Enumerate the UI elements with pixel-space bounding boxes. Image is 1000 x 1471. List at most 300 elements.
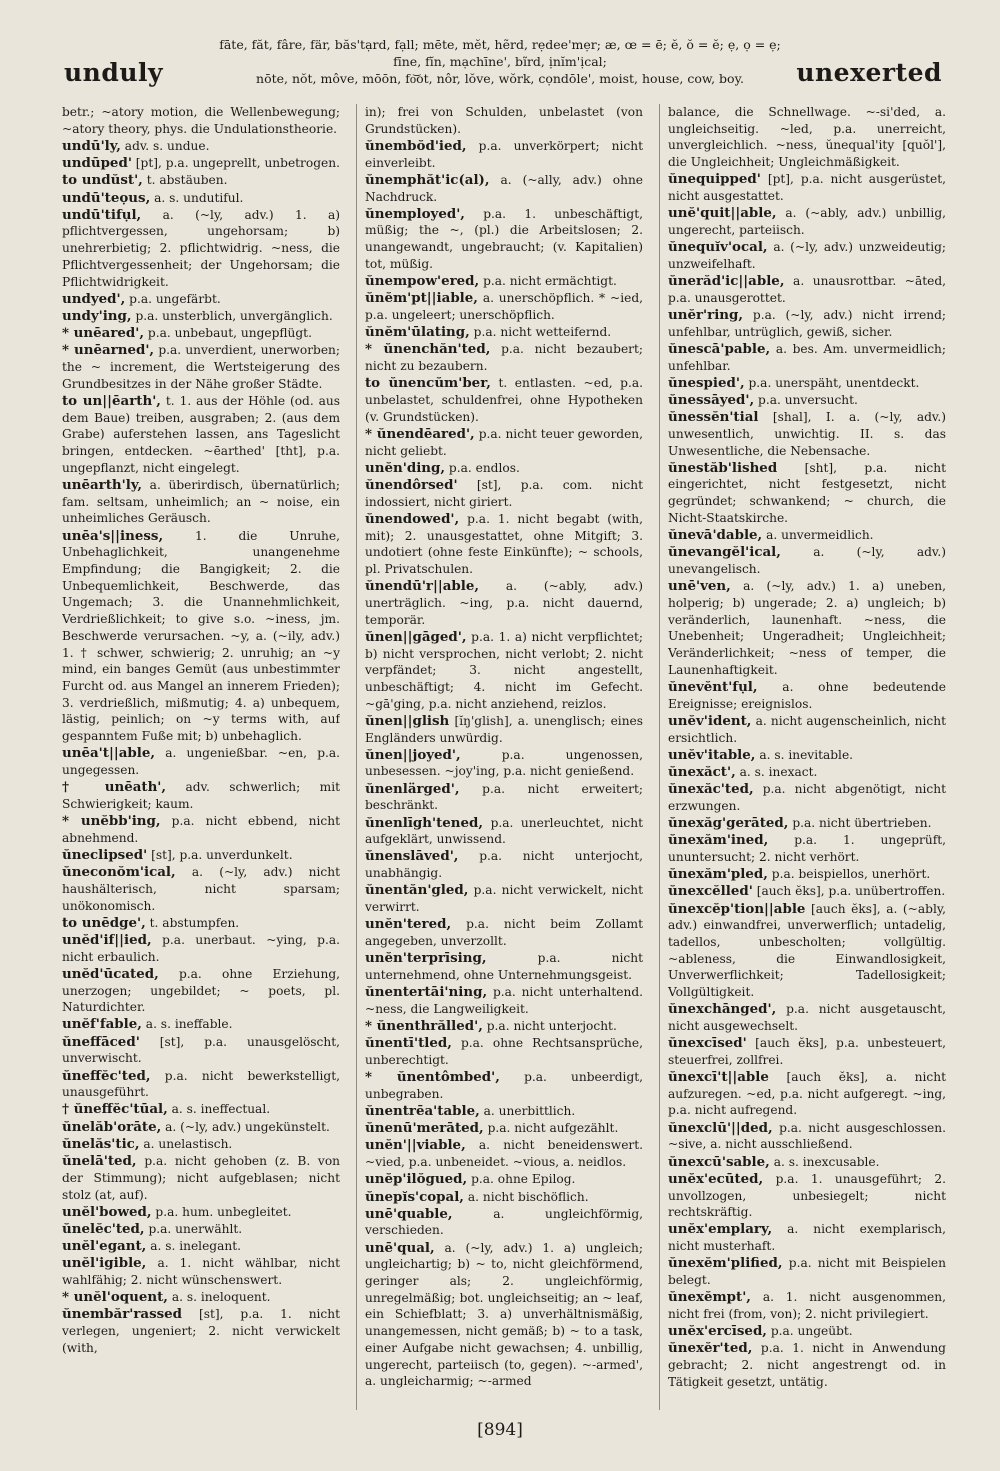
entry-headword: to undŭst', — [62, 172, 143, 189]
entry-definition: [st], p.a. unverdunkelt. — [151, 847, 293, 862]
entry-headword: ŭneconŏm'ical, — [62, 864, 176, 881]
entry-headword: ŭnexĕmpt', — [668, 1289, 751, 1306]
entry-headword: * unēarned', — [62, 342, 155, 359]
page-number: [894] — [477, 1420, 523, 1440]
entry-headword: † unēath', — [62, 779, 167, 796]
dictionary-entry — [668, 747, 946, 764]
dictionary-entry — [365, 172, 643, 205]
entry-definition: a. s. inexact. — [739, 764, 818, 779]
dictionary-entry — [62, 1153, 340, 1203]
entry-headword: unĕn'ding, — [365, 459, 446, 476]
entry-headword: ŭnexĕm'plified, — [668, 1255, 783, 1272]
dictionary-entry — [365, 1103, 643, 1120]
entry-definition: t. entlasten. ~ed, p.a. unbelastet, schuldenfrei, ohne Hypotheken (v. Grundstücken). — [365, 376, 643, 424]
entry-headword: ŭnempow'ered, — [365, 273, 480, 290]
guide-word-right: unexerted — [796, 58, 942, 87]
entry-definition: p.a. (~ly, adv.) nicht irrend; unfehlbar, untrüglich, gewiß, sicher. — [668, 307, 946, 339]
entry-definition: [auch ĕks], a. (~ably, adv.) einwandfrei, unverwerflich; untadelig, tadellos, unbescholten; vollgültig. ~ableness, die Einwandlosigkeit, Unverwerflichkeit; Tadellosigkeit; Vollgültigkeit. — [668, 901, 946, 1000]
pronunciation-key — [210, 36, 790, 87]
entry-definition: p.a. nicht beim Zollamt angegeben, unverzollt. — [365, 917, 643, 948]
entry-headword: unĕv'ident, — [668, 712, 752, 729]
entry-definition: a. bes. Am. unvermeidlich; unfehlbar. — [668, 341, 946, 373]
dictionary-entry — [365, 848, 643, 881]
dictionary-entry — [62, 1255, 340, 1288]
entry-headword: ŭnexchānged', — [668, 1001, 777, 1018]
entry-definition: a. überirdisch, übernatürlich; fam. seltsam, unheimlich; an ~ noise, ein unheimliches Geräusch. — [62, 477, 340, 526]
entry-headword: * unĕbb'ing, — [62, 813, 161, 830]
dictionary-entry — [62, 1101, 340, 1118]
entry-definition: p.a. hum. unbegleitet. — [155, 1204, 292, 1219]
entry-headword: * unĕl'oquent, — [62, 1289, 168, 1306]
entry-headword: unēarth'ly, — [62, 476, 142, 493]
entry-headword: unĕn'tered, — [365, 916, 452, 933]
dictionary-entry — [365, 882, 643, 915]
dictionary-entry — [365, 290, 643, 323]
entry-definition: p.a. unerleuchtet, nicht aufgeklärt, unwissend. — [365, 815, 643, 847]
dictionary-entry — [62, 1221, 340, 1238]
entry-definition: t. abstäuben. — [146, 173, 228, 188]
entry-headword: ŭnentertāi'ning, — [365, 984, 488, 1001]
entry-headword: unĕx'ecūted, — [668, 1170, 764, 1187]
entry-definition: p.a. nicht unterhaltend. ~ness, die Langweiligkeit. — [365, 985, 643, 1016]
entry-headword: ŭnexăct', — [668, 763, 736, 780]
entry-headword: ŭnestăb'lished — [668, 459, 778, 476]
dictionary-entry — [365, 578, 643, 628]
dictionary-entry — [365, 1120, 643, 1137]
entry-headword: unĕ'quit||able, — [668, 205, 777, 222]
entry-definition: p.a. nicht übertrieben. — [792, 816, 932, 831]
dictionary-entry — [62, 207, 340, 291]
dictionary-entry — [365, 138, 643, 171]
dictionary-entry — [365, 916, 643, 949]
dictionary-entry — [668, 1221, 946, 1254]
entry-definition: p.a. unverkörpert; nicht einverleibt. — [365, 138, 643, 170]
dictionary-entry — [668, 578, 946, 678]
dictionary-entry — [668, 679, 946, 712]
entry-headword: ŭnexcī't||able — [668, 1069, 769, 1086]
dictionary-entry — [668, 341, 946, 374]
entry-definition: [auch ĕks], a. nicht aufzuregen. ~ed, p.a. nicht aufgeregt. ~ing, p.a. nicht aufregend. — [668, 1070, 946, 1118]
entry-definition: a. (~ly, adv.) nicht haushälterisch, nicht sparsam; unökonomisch. — [62, 865, 340, 913]
entry-headword: ŭnelăb'orāte, — [62, 1118, 162, 1135]
entry-definition: p.a. nicht bezaubert; nicht zu bezaubern. — [365, 342, 643, 374]
entry-definition: p.a. nicht abgenötigt, nicht erzwungen. — [668, 782, 946, 813]
entry-headword: ŭnendū'r||able, — [365, 578, 480, 595]
entry-headword: ŭnexcĕp'tion||able — [668, 900, 806, 917]
dictionary-entry — [62, 477, 340, 527]
dictionary-entry — [62, 1136, 340, 1153]
entry-definition: p.a. nicht ausgetauscht, nicht ausgewechselt. — [668, 1002, 946, 1033]
entry-headword: unē'ven, — [668, 578, 731, 595]
entry-headword: ŭnerăd'ic||able, — [668, 273, 785, 290]
entry-headword: to ŭnencŭm'ber, — [365, 375, 491, 392]
entry-headword: ŭnexăm'ined, — [668, 832, 769, 849]
dictionary-entry — [62, 1204, 340, 1221]
entry-definition: a. (~ably, adv.) unerträglich. ~ing, p.a. nicht dauernd, temporär. — [365, 579, 643, 627]
entry-definition: a. s. inexcusable. — [773, 1154, 880, 1169]
dictionary-entry — [668, 883, 946, 900]
entry-definition: p.a. 1. nicht in Anwendung gebracht; 2. nicht angestrengt od. in Tätigkeit gesetzt, untätig. — [668, 1341, 946, 1389]
entry-headword: to unēdge', — [62, 914, 146, 931]
entry-headword: ŭnenslāved', — [365, 848, 459, 865]
dictionary-entry — [668, 171, 946, 204]
dictionary-entry — [365, 1018, 643, 1035]
dictionary-entry — [668, 104, 946, 171]
dictionary-entry — [668, 815, 946, 832]
entry-headword: ŭnevā'dable, — [668, 527, 763, 544]
dictionary-entry — [62, 813, 340, 846]
entry-headword: ŭnemphăt'ic(al), — [365, 171, 490, 188]
dictionary-entry — [668, 392, 946, 409]
entry-definition: p.a. nicht teuer geworden, nicht geliebt. — [365, 426, 643, 458]
column-middle — [356, 104, 643, 1410]
dictionary-entry — [62, 864, 340, 914]
entry-headword: unĕr'ring, — [668, 306, 744, 323]
entry-definition: p.a. nicht ermächtigt. — [483, 274, 617, 289]
entry-definition: [ĭŋ'glish], a. unenglisch; eines Engländers unwürdig. — [365, 713, 643, 745]
entry-definition: p.a. nicht gehoben (z. B. von der Stimmung); nicht aufgeblasen; nicht stolz (at, auf). — [62, 1154, 340, 1202]
entry-headword: ŭnexĕr'ted, — [668, 1340, 753, 1357]
entry-definition: a. nicht augenscheinlich, nicht ersichtlich. — [668, 713, 946, 745]
entry-headword: ŭnentī'tled, — [365, 1035, 452, 1052]
dictionary-entry — [62, 779, 340, 812]
entry-definition: p.a. nicht wetteifernd. — [473, 325, 612, 340]
dictionary-entry — [668, 205, 946, 238]
entry-headword: ŭnevangĕl'ical, — [668, 544, 781, 561]
dictionary-entry — [365, 511, 643, 578]
dictionary-entry — [668, 866, 946, 883]
entry-headword: ŭnentăn'gled, — [365, 882, 469, 899]
entry-definition: a. s. undutiful. — [154, 190, 244, 205]
entry-headword: unē'quable, — [365, 1205, 453, 1222]
entry-definition: a. 1. nicht ausgenommen, nicht frei (from, von); 2. nicht privilegiert. — [668, 1290, 946, 1321]
dictionary-entry — [62, 138, 340, 155]
entry-definition: a. (~ally, adv.) ohne Nachdruck. — [365, 172, 643, 204]
dictionary-entry — [365, 815, 643, 848]
entry-definition: p.a. ohne Erziehung, unerzogen; ungebildet; ~ poets, pl. Naturdichter. — [62, 966, 340, 1015]
entry-definition: p.a. nicht aufgezählt. — [487, 1121, 619, 1136]
entry-definition: t. abstumpfen. — [149, 915, 240, 930]
dictionary-entry — [365, 477, 643, 510]
entry-definition: p.a. beispiellos, unerhört. — [771, 867, 931, 882]
dictionary-entry — [668, 781, 946, 814]
entry-headword: ŭnexcīsed' — [668, 1035, 747, 1052]
dictionary-entry — [365, 206, 643, 273]
entry-definition: a. unelastisch. — [143, 1136, 233, 1151]
entry-definition: balance, die Schnellwage. ~-si'ded, a. ungleichseitig. ~led, p.a. unerreicht, unvergleichlich. ~ness, ŭnequal'ity [quŏl'], die Ungleichheit; Ungleichmäßigkeit. — [668, 105, 946, 170]
entry-definition: p.a. unerspäht, unentdeckt. — [748, 375, 920, 390]
dictionary-entry — [668, 832, 946, 865]
dictionary-entry — [668, 713, 946, 746]
entry-definition: a. s. ineloquent. — [171, 1290, 271, 1305]
dictionary-entry — [62, 325, 340, 342]
dictionary-entry — [365, 781, 643, 814]
dictionary-entry — [668, 1340, 946, 1390]
entry-headword: ŭnĕm'ūlating, — [365, 324, 470, 341]
entry-definition: p.a. endlos. — [448, 460, 520, 475]
entry-headword: ŭnexăg'gerāted, — [668, 815, 789, 832]
entry-definition: p.a. ohne Rechtsansprüche, unberechtigt. — [365, 1036, 643, 1067]
dictionary-entry — [668, 409, 946, 459]
entry-headword: ŭnembŏd'ied, — [365, 137, 467, 154]
dictionary-entry — [365, 747, 643, 780]
entry-headword: ŭnespied', — [668, 374, 745, 391]
dictionary-entry — [668, 1154, 946, 1171]
entry-definition: p.a. nicht unterjocht. — [486, 1018, 617, 1033]
entry-definition: p.a. nicht ebbend, nicht abnehmend. — [62, 814, 340, 845]
dictionary-entry — [365, 1035, 643, 1068]
dictionary-entry — [668, 764, 946, 781]
entry-headword: ŭnexăm'pled, — [668, 866, 768, 883]
entry-definition: p.a. 1. unbeschäftigt, müßig; the ~, (pl.) die Arbeitslosen; 2. unangewandt, ungebraucht; (v. Kapitalien) tot, müßig. — [365, 206, 643, 271]
dictionary-entry — [62, 190, 340, 207]
dictionary-entry — [668, 1323, 946, 1340]
entry-headword: undū'teọus, — [62, 189, 151, 206]
dictionary-entry — [668, 1035, 946, 1068]
dictionary-entry — [62, 745, 340, 778]
guide-word-left: unduly — [64, 58, 164, 87]
dictionary-entry — [365, 273, 643, 290]
entry-definition: a. nicht beneidenswert. ~vied, p.a. unbeneidet. ~vious, a. neidlos. — [365, 1138, 643, 1170]
dictionary-entry — [365, 1240, 643, 1390]
entry-definition: p.a. 1. unausgeführt; 2. unvollzogen, unbesiegelt; nicht rechtskräftig. — [668, 1171, 946, 1220]
entry-definition: p.a. ungeübt. — [770, 1324, 853, 1339]
entry-headword: ŭnĕm'pt||iable, — [365, 290, 478, 307]
entry-definition: a. unerbittlich. — [483, 1103, 576, 1118]
column-right — [659, 104, 946, 1410]
entry-definition: a. unausrottbar. ~āted, p.a. unausgerottet. — [668, 274, 946, 305]
dictionary-entry — [668, 273, 946, 306]
entry-headword: unĕn'||viable, — [365, 1137, 466, 1154]
dictionary-entry — [668, 1120, 946, 1153]
entry-headword: unĕd'if||ied, — [62, 931, 152, 948]
entry-headword: ŭnelā'ted, — [62, 1153, 137, 1170]
entry-headword: undū'ly, — [62, 137, 121, 154]
dictionary-entry — [62, 104, 340, 137]
entry-definition: a. nicht bischöflich. — [467, 1189, 589, 1204]
entry-definition: betr.; ~atory motion, die Wellenbewegung; ~atory theory, phys. die Undulationstheorie. — [62, 105, 340, 136]
entry-headword: ŭnenlīgh'tened, — [365, 814, 484, 831]
dictionary-entry — [62, 1238, 340, 1255]
entry-definition: a. (~ly, adv.) unevangelisch. — [668, 545, 946, 576]
entry-headword: ŭnelĕc'ted, — [62, 1220, 145, 1237]
entry-headword: ŭnexcū'sable, — [668, 1153, 770, 1170]
dictionary-entry — [365, 104, 643, 137]
dictionary-entry — [365, 1189, 643, 1206]
entry-definition: a. (~ly, adv.) unzweideutig; unzweifelhaft. — [668, 240, 946, 271]
dictionary-entry — [668, 460, 946, 527]
entry-definition: a. ungleichförmig, verschieden. — [365, 1206, 643, 1238]
dictionary-entry — [668, 1069, 946, 1119]
entry-headword: undyed', — [62, 290, 126, 307]
entry-definition: p.a. nicht unterjocht, unabhängig. — [365, 849, 643, 881]
entry-definition: p.a. unbebaut, ungepflügt. — [147, 326, 312, 341]
entry-headword: ŭnelăs'tic, — [62, 1135, 140, 1152]
entry-definition: a. (~ly, adv.) 1. a) ungleich; ungleichartig; b) ~ to, nicht gleichförmend, geringer als; 2. ungleichförmig, unregelmäßig; bot. ungleichseitig; an ~ leaf, ein Schiefblatt; 3. a) unverhältnismäßig, unangemessen, nicht gemäß; b) ~ to a task, einer Aufgabe nicht gewachsen; 4. unbillig, ungerecht, parteiisch (to, gegen). ~-armed', a. ungleicharmig; ~-armed — [365, 1240, 643, 1389]
entry-headword: ŭnexcĕlled' — [668, 883, 753, 900]
entry-headword: ŭnequipped' — [668, 171, 761, 188]
dictionary-entry — [365, 460, 643, 477]
dictionary-entry — [62, 308, 340, 325]
entry-definition: a. unvermeidlich. — [766, 528, 874, 543]
entry-definition: a. ungenießbar. ~en, p.a. ungegessen. — [62, 746, 340, 777]
entry-definition: a. (~ly, adv.) 1. a) uneben, holperig; b) ungerade; 2. a) ungleich; b) veränderlich, launenhaft. ~ness, die Unebenheit; Ungeradheit; Ungleichheit; Veränderlichkeit; ~ness of temper, die Launenhaftigkeit. — [668, 579, 946, 677]
entry-definition: p.a. unverdient, unerworben; the ~ increment, die Wertsteigerung des Grundbesitzes in der Nähe großer Städte. — [62, 343, 340, 391]
entry-definition: [auch ĕks], p.a. unbesteuert, steuerfrei, zollfrei. — [668, 1036, 946, 1067]
dictionary-entry — [668, 527, 946, 544]
entry-definition: p.a. unbeerdigt, unbegraben. — [365, 1070, 643, 1101]
entry-headword: ŭnepĭs'copal, — [365, 1188, 464, 1205]
entry-definition: p.a. 1. nicht begabt (with, mit); 2. unausgestattet, ohne Mitgift; 3. undotiert (ohne feste Einkünfte); ~ schools, pl. Privatschulen. — [365, 511, 643, 576]
entry-headword: * ŭnendēared', — [365, 425, 475, 442]
entry-definition: a. unerschöpflich. * ~ied, p.a. ungeleert; unerschöpflich. — [365, 291, 643, 322]
entry-definition: p.a. nicht mit Beispielen belegt. — [668, 1256, 946, 1288]
entry-headword: undy'ing, — [62, 307, 132, 324]
entry-definition: p.a. 1. a) nicht verpflichtet; b) nicht versprochen, nicht verlobt; 2. nicht verpfändet; 3. nicht angestellt, unbeschäftigt; 4. nicht im Gefecht. ~gā'ging, p.a. nicht anziehend, reizlos. — [365, 629, 643, 711]
entry-definition: p.a. nicht erweitert; beschränkt. — [365, 781, 643, 813]
entry-headword: ŭnen||gāged', — [365, 628, 467, 645]
entry-headword: unĕl'igible, — [62, 1255, 147, 1272]
dictionary-entry — [365, 375, 643, 425]
entry-headword: * unēared', — [62, 325, 145, 342]
dictionary-entry — [365, 984, 643, 1017]
entry-headword: unĕl'egant, — [62, 1238, 147, 1255]
entry-definition: a. (~ly, adv.) 1. a) pflichtvergessen, ungehorsam; b) unehrerbietig; 2. pflichtwidrig. ~ness, die Pflichtvergessenheit; der Ungehorsam; die Pflichtwidrigkeit. — [62, 207, 340, 289]
entry-definition: a. s. inevitable. — [759, 747, 854, 762]
dictionary-entry — [62, 172, 340, 189]
entry-headword: unĕp'ilŏgued, — [365, 1171, 468, 1188]
entry-headword: ŭnequĭv'ocal, — [668, 239, 768, 256]
entry-headword: ŭnenlärged', — [365, 780, 460, 797]
entry-headword: ŭnendowed', — [365, 510, 460, 527]
entry-headword: unĕv'itable, — [668, 746, 756, 763]
entry-definition: adv. s. undue. — [124, 138, 210, 153]
entry-headword: undūped' — [62, 155, 132, 172]
entry-definition: p.a. nicht unternehmend, ohne Unternehmungsgeist. — [365, 951, 643, 982]
entry-headword: ŭnembăr'rassed — [62, 1306, 183, 1323]
entry-headword: unĕl'bowed, — [62, 1203, 152, 1220]
entry-definition: [sht], p.a. nicht eingerichtet, nicht festgesetzt, nicht gegründet; schwankend; ~ church, die Nicht-Staatskirche. — [668, 460, 946, 525]
entry-headword: ŭnenū'merāted, — [365, 1120, 484, 1137]
entry-headword: ŭnexăc'ted, — [668, 781, 754, 798]
dictionary-entry — [668, 901, 946, 1001]
entry-headword: unĕx'ercīsed, — [668, 1323, 767, 1340]
entry-definition: p.a. nicht verwickelt, nicht verwirrt. — [365, 883, 643, 915]
entry-definition: [st], p.a. 1. nicht verlegen, ungeniert; 2. nicht verwickelt (with, — [62, 1307, 340, 1355]
entry-headword: unĕf'fable, — [62, 1016, 142, 1033]
entry-headword: unēa't||able, — [62, 745, 156, 762]
entry-headword: ŭnessāyed', — [668, 391, 755, 408]
dictionary-entry — [62, 847, 340, 864]
entry-definition: p.a. unversucht. — [758, 392, 858, 407]
dictionary-entry — [668, 1255, 946, 1288]
dictionary-entry — [365, 1206, 643, 1239]
dictionary-entry — [365, 1069, 643, 1102]
entry-headword: ŭneclipsed' — [62, 846, 148, 863]
entry-columns — [62, 104, 946, 1410]
entry-headword: ŭnevĕnt'fụl, — [668, 678, 758, 695]
dictionary-entry — [668, 375, 946, 392]
dictionary-entry — [62, 1306, 340, 1356]
dictionary-entry — [668, 1001, 946, 1034]
entry-headword: ŭnexclū'||ded, — [668, 1119, 773, 1136]
dictionary-entry — [62, 393, 340, 477]
dictionary-entry — [62, 1289, 340, 1306]
dictionary-entry — [668, 239, 946, 272]
dictionary-entry — [668, 1289, 946, 1322]
entry-headword: ŭnendôrsed' — [365, 476, 458, 493]
entry-definition: [shal], I. a. (~ly, adv.) unwesentlich, unwichtig. II. s. das Unwesentliche, die Nebensache. — [668, 410, 946, 458]
entry-definition: [auch ĕks], p.a. unübertroffen. — [756, 884, 946, 899]
entry-definition: a. ohne bedeutende Ereignisse; ereignislos. — [668, 679, 946, 711]
entry-definition: adv. schwerlich; mit Schwierigkeit; kaum. — [62, 780, 340, 811]
entry-definition: 1. die Unruhe, Unbehaglichkeit, unangenehme Empfindung; die Bangigkeit; 2. die Unbequemlichkeit, Beschwerde, das Ungemach; 3. die Unannehmlichkeit, Verdrießlichkeit; to give s.o. ~iness, jm. Beschwerde verursachen. ~y, a. (~ily, adv.) 1. † schwer, schwierig; 2. unruhig; an ~y mind, ein banges Gemüt (aus unbestimmter Furcht od. aus Mangel an innerem Frieden); 3. verdrießlich, mißmutig; 4. a) unbequem, lästig, peinlich; on ~y terms with, auf gespanntem Fuße mit; b) unbehaglich. — [62, 528, 340, 744]
entry-definition: [st], p.a. unausgelöscht, unverwischt. — [62, 1034, 340, 1066]
dictionary-entry — [62, 291, 340, 308]
dictionary-entry — [365, 341, 643, 374]
dictionary-entry — [62, 342, 340, 392]
dictionary-entry — [668, 1171, 946, 1221]
entry-headword: ŭnemployed', — [365, 205, 465, 222]
entry-headword: † ŭneffĕc'tūal, — [62, 1101, 168, 1118]
entry-definition: p.a. ungenossen, unbesessen. ~joy'ing, p.a. nicht genießend. — [365, 747, 643, 779]
dictionary-entry — [62, 155, 340, 172]
dictionary-entry — [62, 966, 340, 1016]
dictionary-entry — [62, 932, 340, 965]
entry-definition: t. 1. aus der Höhle (od. aus dem Baue) treiben, ausgraben; 2. (aus dem Grabe) auferstehen lassen, ans Tageslicht bringen, entdecken. ~ēarthed' [tht], p.a. ungepflanzt, nicht eingelegt. — [62, 393, 340, 475]
entry-definition: p.a. unerbaut. ~ying, p.a. nicht erbaulich. — [62, 932, 340, 964]
dictionary-entry — [365, 950, 643, 983]
entry-definition: [pt], p.a. nicht ausgerüstet, nicht ausgestattet. — [668, 172, 946, 204]
dictionary-entry — [365, 1137, 643, 1170]
pronunciation-key-line: nōte, nŏt, môve, mōōn, fo͝ot, nôr, lŏve, wŏrk, cọndōle', moist, house, cow, boy. — [256, 71, 744, 86]
dictionary-entry — [668, 307, 946, 340]
entry-headword: undū'tifụl, — [62, 206, 142, 223]
entry-definition: p.a. unerwählt. — [148, 1221, 243, 1236]
dictionary-entry — [62, 915, 340, 932]
entry-headword: unĕn'terprīsing, — [365, 950, 487, 967]
entry-headword: to un||ēarth', — [62, 392, 161, 409]
entry-definition: p.a. unsterblich, unvergänglich. — [135, 308, 333, 323]
entry-definition: a. s. ineffable. — [145, 1017, 233, 1032]
dictionary-entry — [365, 629, 643, 713]
column-left — [62, 104, 340, 1410]
dictionary-entry — [62, 1034, 340, 1067]
entry-definition: p.a. 1. ungeprüft, ununtersucht; 2. nicht verhört. — [668, 833, 946, 864]
entry-definition: p.a. nicht bewerkstelligt, unausgeführt. — [62, 1068, 340, 1100]
entry-headword: ŭneffĕc'ted, — [62, 1067, 151, 1084]
entry-headword: ŭnentrēa'table, — [365, 1102, 480, 1119]
entry-definition: a. s. ineffectual. — [171, 1102, 271, 1117]
dictionary-entry — [365, 324, 643, 341]
entry-headword: unĕd'ūcated, — [62, 965, 159, 982]
entry-definition: in); frei von Schulden, unbelastet (von Grundstücken). — [365, 105, 643, 136]
entry-headword: ŭnen||glish — [365, 712, 450, 729]
entry-headword: unĕx'emplary, — [668, 1221, 773, 1238]
entry-headword: ŭnessĕn'tial — [668, 409, 759, 426]
entry-definition: a. nicht exemplarisch, nicht musterhaft. — [668, 1222, 946, 1254]
entry-definition: p.a. nicht ausgeschlossen. ~sive, a. nicht ausschließend. — [668, 1120, 946, 1152]
entry-definition: a. (~ly, adv.) ungekünstelt. — [165, 1119, 330, 1134]
entry-headword: unē'qual, — [365, 1239, 435, 1256]
entry-definition: p.a. ohne Epilog. — [471, 1172, 576, 1187]
entry-definition: a. s. inelegant. — [150, 1239, 241, 1254]
entry-headword: * ŭnentômbed', — [365, 1069, 500, 1086]
entry-headword: ŭnescā'pable, — [668, 340, 771, 357]
entry-definition: a. (~ably, adv.) unbillig, ungerecht, parteiisch. — [668, 206, 946, 237]
entry-headword: * ŭnenthrălled', — [365, 1017, 483, 1034]
entry-headword: ŭneffāced' — [62, 1033, 140, 1050]
